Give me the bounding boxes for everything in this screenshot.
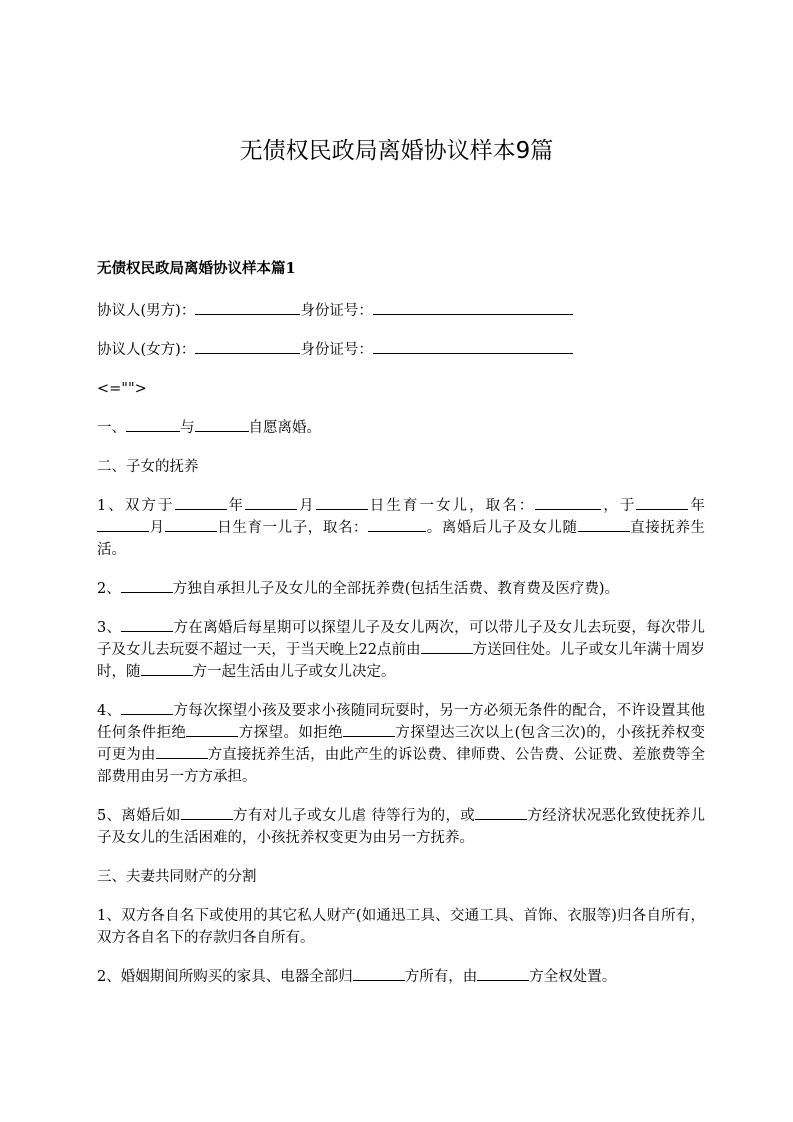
child-clause-5: 5、离婚后如 方有对儿子或女儿虐 待等行为的，或 方经济状况恶化致使抚养儿子及女儿的生活困难的，小孩抚养权变更为由另一方抚养。 — [97, 805, 705, 849]
blank — [97, 517, 149, 532]
blank — [475, 805, 527, 820]
child-clause-1: 1、双方于 年 月 日生育一女儿，取名： ，于 年月 日生育一儿子，取名： 。离婚后儿子及女儿随 直接抚养生活。 — [97, 495, 705, 561]
child-clause-4: 4、 方每次探望小孩及要求小孩随同玩耍时，另一方必须无条件的配合，不许设置其他任何条件拒绝 方探望。如拒绝 方探望达三次以上(包含三次)的，小孩抚养权变可更为由 方直接抚养生活，由此产生的诉讼费、律师费、公告费、公证费、差旅费等全部费用由另一方方承担。 — [97, 700, 705, 788]
blank — [186, 722, 238, 737]
male-name-blank — [195, 300, 300, 315]
blank — [195, 417, 249, 432]
blank — [368, 517, 426, 532]
male-id-blank — [373, 300, 573, 315]
code-line: <=""> — [97, 381, 147, 397]
blank — [141, 661, 193, 676]
clause-one: 一、 与 自愿离婚。 — [97, 417, 705, 439]
blank — [421, 639, 473, 654]
blank — [156, 744, 208, 759]
heading-two: 二、子女的抚养 — [97, 459, 199, 475]
female-name-blank — [195, 339, 300, 354]
document-title: 无债权民政局离婚协议样本9篇 — [239, 138, 554, 164]
child-clause-2: 2、 方独自承担儿子及女儿的全部抚养费(包括生活费、教育费及医疗费)。 — [97, 578, 705, 600]
blank — [535, 495, 601, 510]
party-female-line: 协议人(女方)： 身份证号： — [97, 339, 705, 361]
section-title: 无债权民政局离婚协议样本篇1 — [97, 260, 296, 277]
blank — [175, 495, 227, 510]
blank — [121, 617, 173, 632]
child-clause-3: 3、 方在离婚后每星期可以探望儿子及女儿两次，可以带儿子及女儿去玩耍，每次带儿子及女儿去玩耍不超过一天，于当天晚上22点前由 方送回住处。儿子或女儿年满十周岁时，随 方一起生活由儿子或女儿决定。 — [97, 617, 705, 683]
property-clause-1: 1、双方各自名下或使用的其它私人财产(如通迅工具、交通工具、首饰、衣服等)归各自所有，双方各自名下的存款归各自所有。 — [97, 908, 705, 946]
blank — [165, 517, 217, 532]
female-id-blank — [373, 339, 573, 354]
blank — [245, 495, 297, 510]
party-male-line: 协议人(男方)： 身份证号： — [97, 300, 705, 322]
blank — [477, 966, 529, 981]
blank — [578, 517, 630, 532]
document-body — [97, 258, 705, 1005]
blank — [316, 495, 368, 510]
blank — [636, 495, 688, 510]
blank — [343, 722, 395, 737]
blank — [121, 578, 173, 593]
property-clause-2: 2、婚姻期间所购买的家具、电器全部归 方所有，由 方全权处置。 — [97, 966, 705, 988]
blank — [121, 700, 173, 715]
blank — [353, 966, 405, 981]
heading-three: 三、夫妻共同财产的分割 — [97, 869, 257, 885]
blank — [181, 805, 233, 820]
blank — [126, 417, 180, 432]
